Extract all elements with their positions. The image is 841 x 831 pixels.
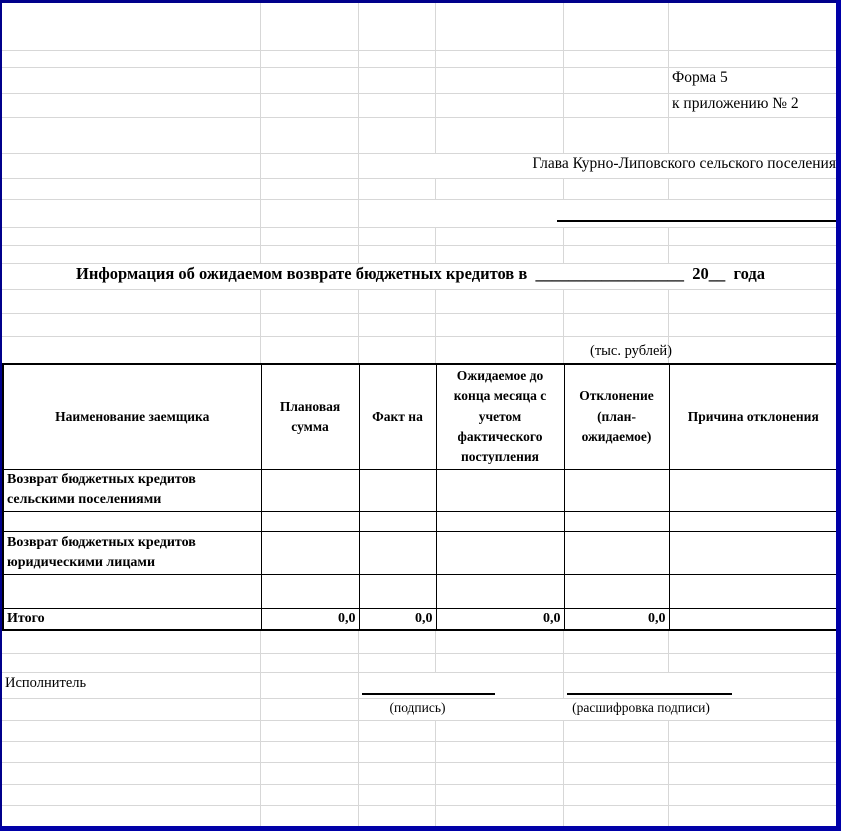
total-reason[interactable]: [669, 608, 838, 630]
data-cell[interactable]: [564, 574, 669, 608]
column-header-reason: Причина отклонения: [669, 364, 838, 469]
executor-name-line: [567, 675, 732, 695]
signature-caption: (подпись): [389, 700, 446, 715]
table-row: [3, 469, 838, 511]
units-note: (тыс. рублей): [590, 343, 672, 359]
page-border-bottom: [0, 826, 841, 831]
data-cell[interactable]: [261, 511, 359, 531]
data-cell[interactable]: [359, 574, 436, 608]
executor-label: Исполнитель: [5, 675, 87, 691]
data-cell[interactable]: [436, 469, 564, 511]
form-number-label: Форма 5: [672, 69, 728, 86]
data-cell[interactable]: [564, 511, 669, 531]
total-deviation[interactable]: 0,0: [564, 608, 669, 630]
executor-signature-line: [362, 675, 495, 695]
table-total-row: [3, 608, 838, 630]
column-header-fact: Факт на: [359, 364, 436, 469]
data-cell[interactable]: [436, 574, 564, 608]
table-row: [3, 531, 838, 574]
page-border-left: [0, 0, 2, 831]
credits-table: [2, 363, 839, 631]
data-cell[interactable]: [261, 469, 359, 511]
data-cell[interactable]: [436, 531, 564, 574]
data-cell[interactable]: [669, 574, 838, 608]
data-cell[interactable]: [669, 531, 838, 574]
column-header-expected: Ожидаемое до конца месяца с учетом фактического поступления: [436, 364, 564, 469]
row-label-legal-entities: Возврат бюджетных кредитов юридическими лицами: [3, 531, 261, 574]
total-fact[interactable]: 0,0: [359, 608, 436, 630]
approver-signature-line: [557, 200, 838, 222]
data-cell[interactable]: [564, 469, 669, 511]
column-header-borrower: Наименование заемщика: [3, 364, 261, 469]
data-cell[interactable]: [261, 531, 359, 574]
data-cell[interactable]: [564, 531, 669, 574]
document-title: Информация об ожидаемом возврате бюджетных кредитов в __________________ 20__ года: [76, 264, 765, 283]
data-cell[interactable]: [436, 511, 564, 531]
table-row: [3, 511, 838, 531]
signature-name-caption: (расшифровка подписи): [572, 700, 710, 715]
data-cell[interactable]: [359, 531, 436, 574]
row-label-empty[interactable]: [3, 574, 261, 608]
total-row-label: Итого: [3, 608, 261, 630]
total-planned-sum[interactable]: 0,0: [261, 608, 359, 630]
data-cell[interactable]: [669, 469, 838, 511]
column-header-deviation: Отклонение (план-ожидаемое): [564, 364, 669, 469]
table-row: [3, 574, 838, 608]
approver-title-label: Глава Курно-Липовского сельского поселения: [532, 155, 836, 172]
row-label-rural-settlements: Возврат бюджетных кредитов сельскими поселениями: [3, 469, 261, 511]
page-border-right: [836, 0, 841, 831]
page-border-top: [0, 0, 841, 3]
data-cell[interactable]: [359, 469, 436, 511]
data-cell[interactable]: [359, 511, 436, 531]
table-header-row: [3, 364, 838, 469]
column-header-planned-sum: Плановая сумма: [261, 364, 359, 469]
appendix-reference-label: к приложению № 2: [672, 95, 799, 112]
row-label-empty[interactable]: [3, 511, 261, 531]
data-cell[interactable]: [261, 574, 359, 608]
total-expected[interactable]: 0,0: [436, 608, 564, 630]
data-cell[interactable]: [669, 511, 838, 531]
